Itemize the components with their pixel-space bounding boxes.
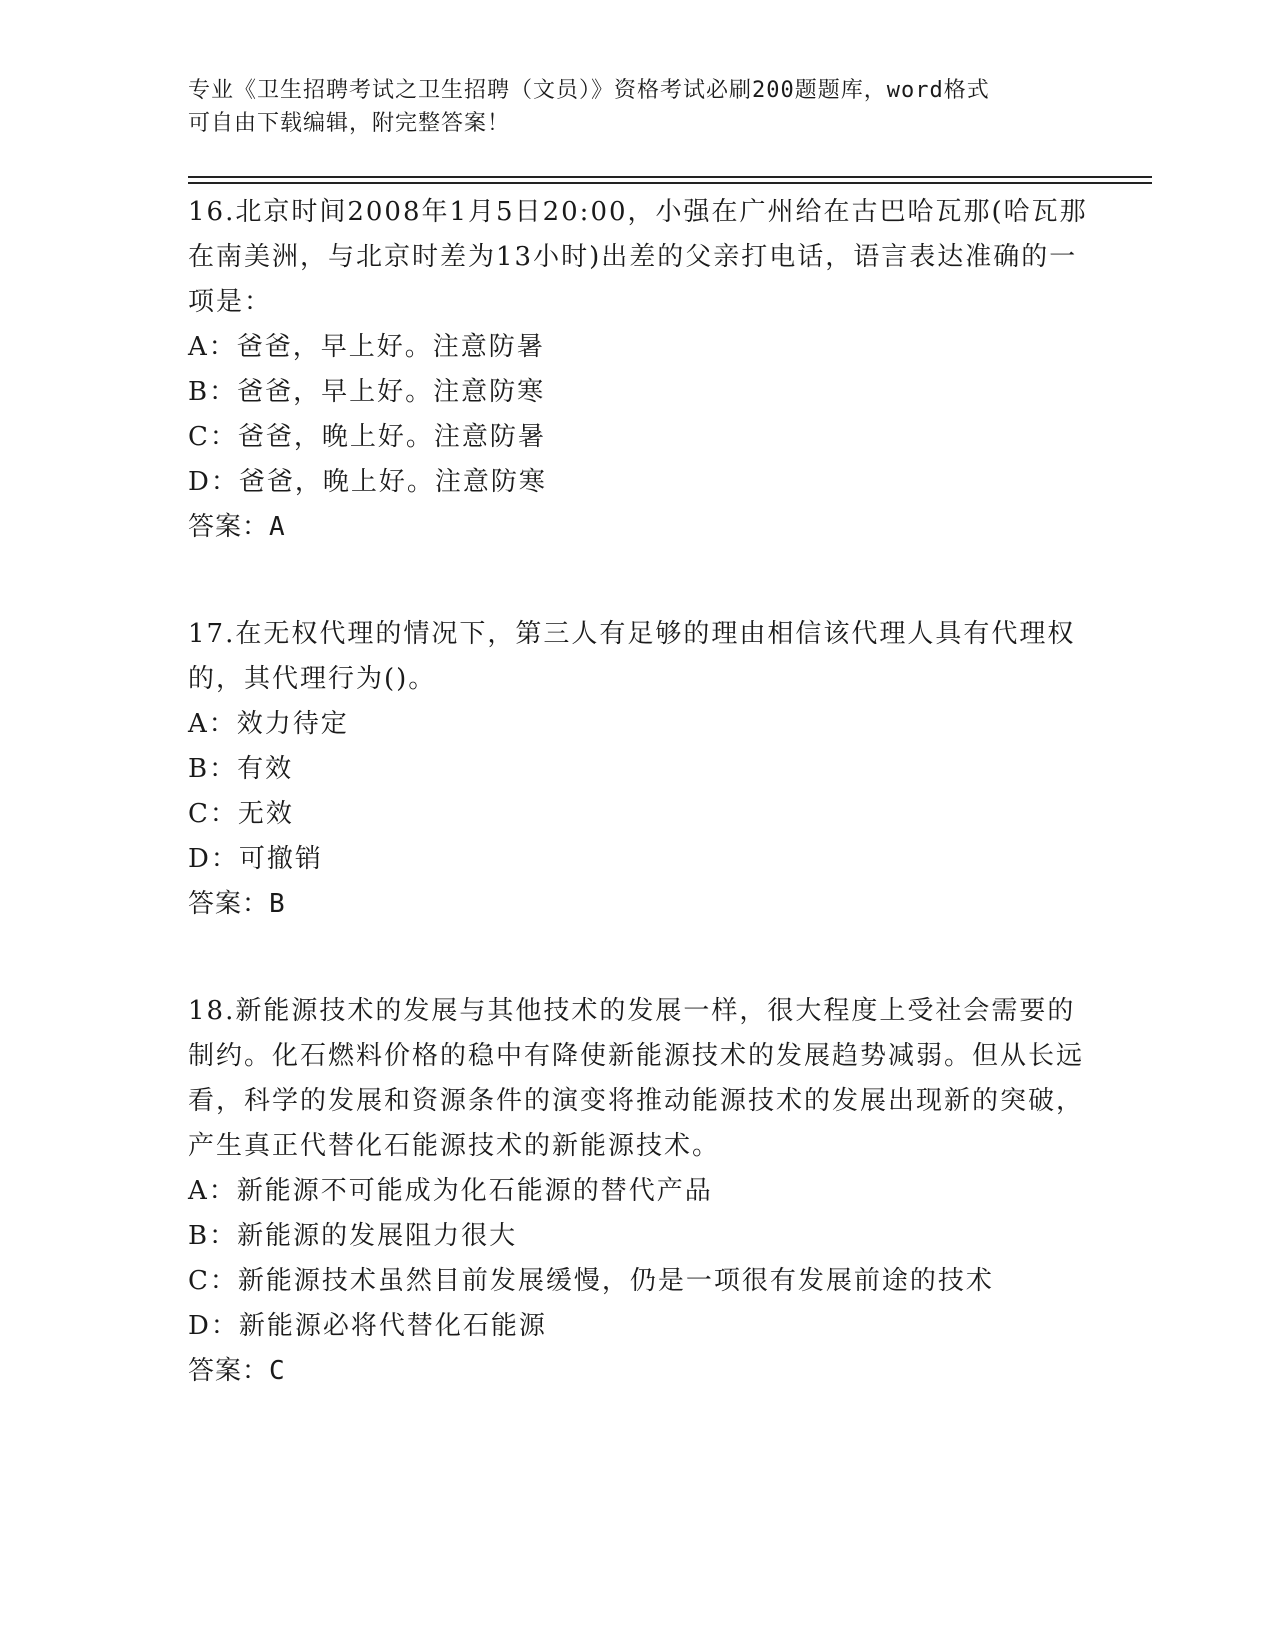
- answer-line: 答案：C: [188, 1356, 286, 1386]
- option-d: D：可撤销: [188, 844, 323, 874]
- question-16: [188, 190, 1088, 550]
- question-spacer: [188, 927, 1088, 989]
- header-line-1: 专业《卫生招聘考试之卫生招聘（文员）》资格考试必刷200题题库，word格式: [188, 78, 990, 103]
- question-18: [188, 989, 1088, 1394]
- question-list: [188, 190, 1088, 1394]
- answer-line: 答案：B: [188, 889, 286, 919]
- question-stem: 16.北京时间2008年1月5日20:00，小强在广州给在古巴哈瓦那(哈瓦那在南美洲，与北京时差为13小时)出差的父亲打电话，语言表达准确的一项是：: [188, 197, 1088, 317]
- header-divider-top: [188, 176, 1152, 178]
- option-a: A：新能源不可能成为化石能源的替代产品: [188, 1176, 713, 1206]
- option-c: C：无效: [188, 799, 294, 829]
- question-spacer: [188, 550, 1088, 612]
- option-a: A：爸爸，早上好。注意防暑: [188, 332, 545, 362]
- option-d: D：爸爸，晚上好。注意防寒: [188, 467, 547, 497]
- option-a: A：效力待定: [188, 709, 349, 739]
- option-d: D：新能源必将代替化石能源: [188, 1311, 547, 1341]
- question-stem: 18.新能源技术的发展与其他技术的发展一样，很大程度上受社会需要的制约。化石燃料价格的稳中有降使新能源技术的发展趋势减弱。但从长远看，科学的发展和资源条件的演变将推动能源技术的发展出现新的突破，产生真正代替化石能源技术的新能源技术。: [188, 996, 1085, 1161]
- document-header: [188, 74, 1088, 140]
- option-b: B：有效: [188, 754, 294, 784]
- option-b: B：爸爸，早上好。注意防寒: [188, 377, 546, 407]
- question-17: [188, 612, 1088, 927]
- header-divider-bottom: [188, 182, 1152, 184]
- option-c: C：新能源技术虽然目前发展缓慢，仍是一项很有发展前途的技术: [188, 1266, 994, 1296]
- option-c: C：爸爸，晚上好。注意防暑: [188, 422, 546, 452]
- header-line-2: 可自由下载编辑，附完整答案！: [188, 111, 511, 136]
- option-b: B：新能源的发展阻力很大: [188, 1221, 518, 1251]
- answer-line: 答案：A: [188, 512, 286, 542]
- question-stem: 17.在无权代理的情况下，第三人有足够的理由相信该代理人具有代理权的，其代理行为()。: [188, 619, 1076, 694]
